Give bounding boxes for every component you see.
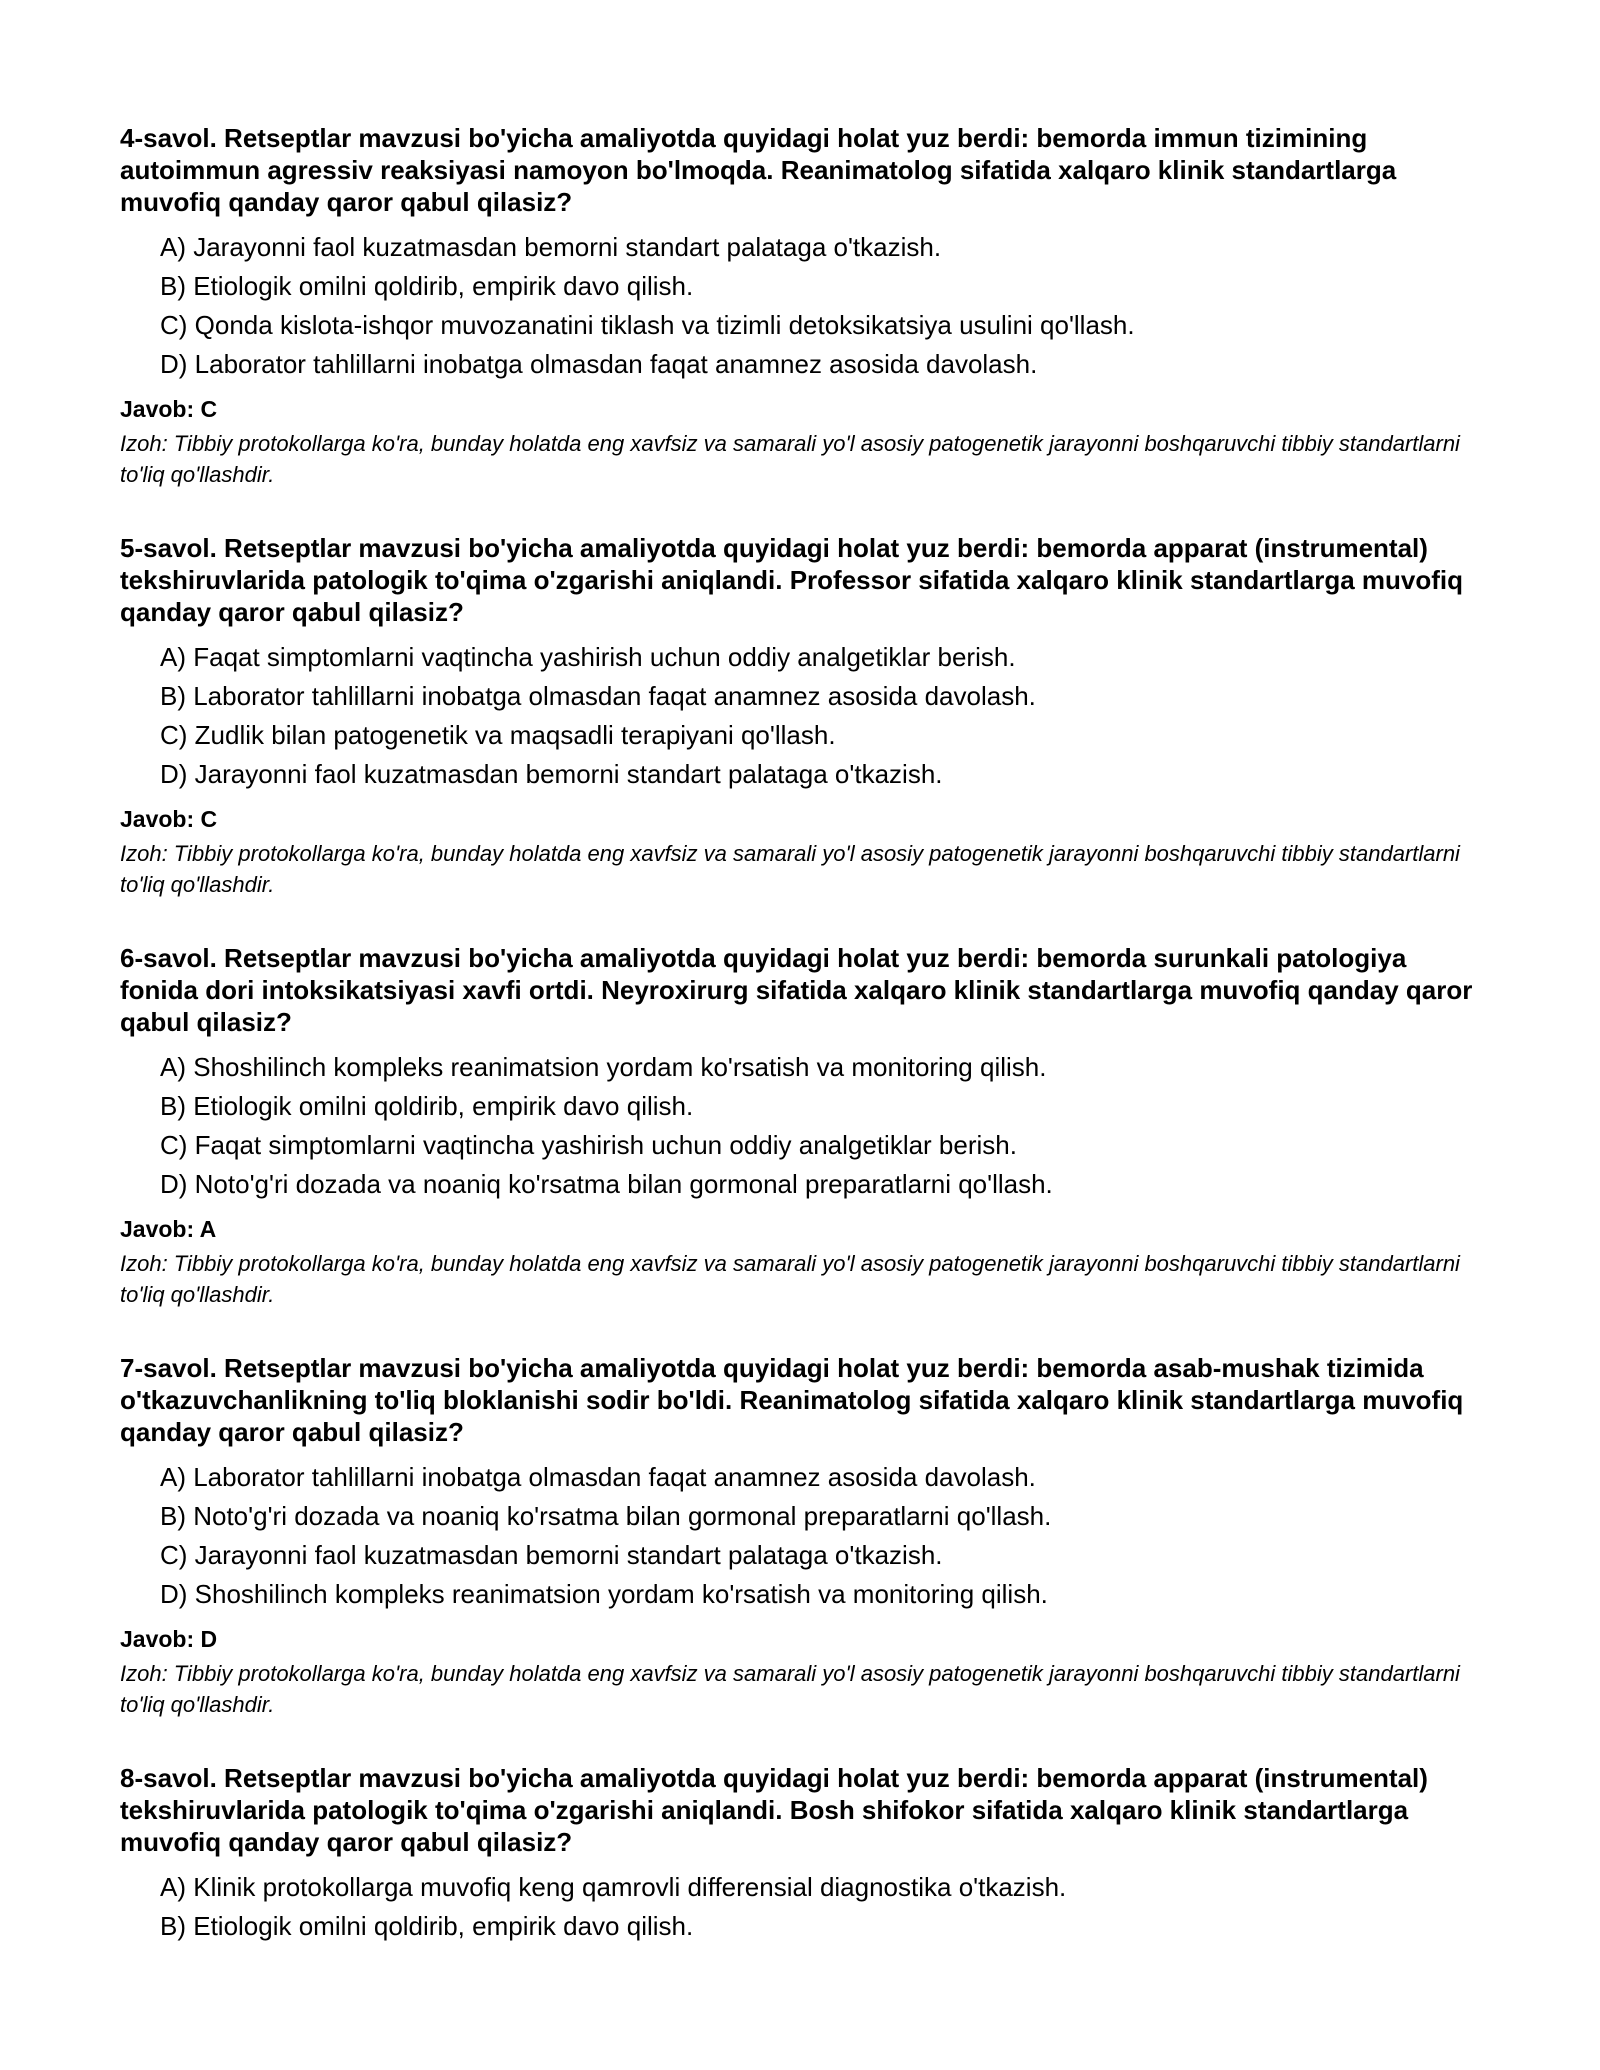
option-d: D) Noto'g'ri dozada va noaniq ko'rsatma bilan gormonal preparatlarni qo'llash. [160,1169,1053,1199]
options-list [160,638,1490,794]
option-c: C) Qonda kislota-ishqor muvozanatini tiklash va tizimli detoksikatsiya usulini qo'llash. [160,310,1135,340]
question-title: 4-savol. Retseptlar mavzusi bo'yicha amaliyotda quyidagi holat yuz berdi: bemorda immun tizimining autoimmun agressiv reaksiyasi namoyon bo'lmoqda. Reanimatolog sifatida xalqaro klinik standartlarga muvofiq qanday qaror qabul qilasiz? [120,123,1397,217]
question-title: 7-savol. Retseptlar mavzusi bo'yicha amaliyotda quyidagi holat yuz berdi: bemorda asab-mushak tizimida o'tkazuvchanlikning to'liq bloklanishi sodir bo'ldi. Reanimatolog sifatida xalqaro klinik standartlarga muvofiq qanday qaror qabul qilasiz? [120,1353,1464,1447]
option-c: C) Faqat simptomlarni vaqtincha yashirish uchun oddiy analgetiklar berish. [160,1130,1017,1160]
question-title: 6-savol. Retseptlar mavzusi bo'yicha amaliyotda quyidagi holat yuz berdi: bemorda surunkali patologiya fonida dori intoksikatsiyasi xavfi ortdi. Neyroxirurg sifatida xalqaro klinik standartlarga muvofiq qanday qaror qabul qilasiz? [120,943,1473,1037]
explanation-note: Izoh: Tibbiy protokollarga ko'ra, bunday holatda eng xavfsiz va samarali yo'l asosiy patogenetik jarayonni boshqaruvchi tibbiy standartlarni to'liq qo'llashdir. [120,1251,1460,1307]
option-b: B) Etiologik omilni qoldirib, empirik davo qilish. [160,1911,694,1941]
question-block [120,532,1490,900]
answer-label: Javob: C [120,396,218,422]
option-c: C) Zudlik bilan patogenetik va maqsadli terapiyani qo'llash. [160,720,836,750]
options-list [160,228,1490,384]
option-b: B) Etiologik omilni qoldirib, empirik davo qilish. [160,1091,694,1121]
option-d: D) Jarayonni faol kuzatmasdan bemorni standart palataga o'tkazish. [160,759,943,789]
document-page [120,122,1490,1988]
options-list [160,1868,1490,1946]
option-a: A) Laborator tahlillarni inobatga olmasdan faqat anamnez asosida davolash. [160,1462,1036,1492]
explanation-note: Izoh: Tibbiy protokollarga ko'ra, bunday holatda eng xavfsiz va samarali yo'l asosiy patogenetik jarayonni boshqaruvchi tibbiy standartlarni to'liq qo'llashdir. [120,431,1460,487]
option-d: D) Laborator tahlillarni inobatga olmasdan faqat anamnez asosida davolash. [160,349,1038,379]
answer-label: Javob: A [120,1216,217,1242]
option-a: A) Klinik protokollarga muvofiq keng qamrovli differensial diagnostika o'tkazish. [160,1872,1067,1902]
option-a: A) Jarayonni faol kuzatmasdan bemorni standart palataga o'tkazish. [160,232,942,262]
question-block [120,1762,1490,1946]
options-list [160,1048,1490,1204]
question-title: 8-savol. Retseptlar mavzusi bo'yicha amaliyotda quyidagi holat yuz berdi: bemorda apparat (instrumental) tekshiruvlarida patologik to'qima o'zgarishi aniqlandi. Bosh shifokor sifatida xalqaro klinik standartlarga muvofiq qanday qaror qabul qilasiz? [120,1763,1428,1857]
option-b: B) Noto'g'ri dozada va noaniq ko'rsatma bilan gormonal preparatlarni qo'llash. [160,1501,1052,1531]
question-block [120,122,1490,490]
answer-label: Javob: D [120,1626,218,1652]
question-block [120,1352,1490,1720]
option-b: B) Laborator tahlillarni inobatga olmasdan faqat anamnez asosida davolash. [160,681,1036,711]
option-d: D) Shoshilinch kompleks reanimatsion yordam ko'rsatish va monitoring qilish. [160,1579,1048,1609]
option-b: B) Etiologik omilni qoldirib, empirik davo qilish. [160,271,694,301]
explanation-note: Izoh: Tibbiy protokollarga ko'ra, bunday holatda eng xavfsiz va samarali yo'l asosiy patogenetik jarayonni boshqaruvchi tibbiy standartlarni to'liq qo'llashdir. [120,841,1460,897]
option-a: A) Shoshilinch kompleks reanimatsion yordam ko'rsatish va monitoring qilish. [160,1052,1047,1082]
question-title: 5-savol. Retseptlar mavzusi bo'yicha amaliyotda quyidagi holat yuz berdi: bemorda apparat (instrumental) tekshiruvlarida patologik to'qima o'zgarishi aniqlandi. Professor sifatida xalqaro klinik standartlarga muvofiq qanday qaror qabul qilasiz? [120,533,1464,627]
explanation-note: Izoh: Tibbiy protokollarga ko'ra, bunday holatda eng xavfsiz va samarali yo'l asosiy patogenetik jarayonni boshqaruvchi tibbiy standartlarni to'liq qo'llashdir. [120,1661,1460,1717]
answer-label: Javob: C [120,806,218,832]
question-block [120,942,1490,1310]
option-a: A) Faqat simptomlarni vaqtincha yashirish uchun oddiy analgetiklar berish. [160,642,1016,672]
option-c: C) Jarayonni faol kuzatmasdan bemorni standart palataga o'tkazish. [160,1540,943,1570]
options-list [160,1458,1490,1614]
